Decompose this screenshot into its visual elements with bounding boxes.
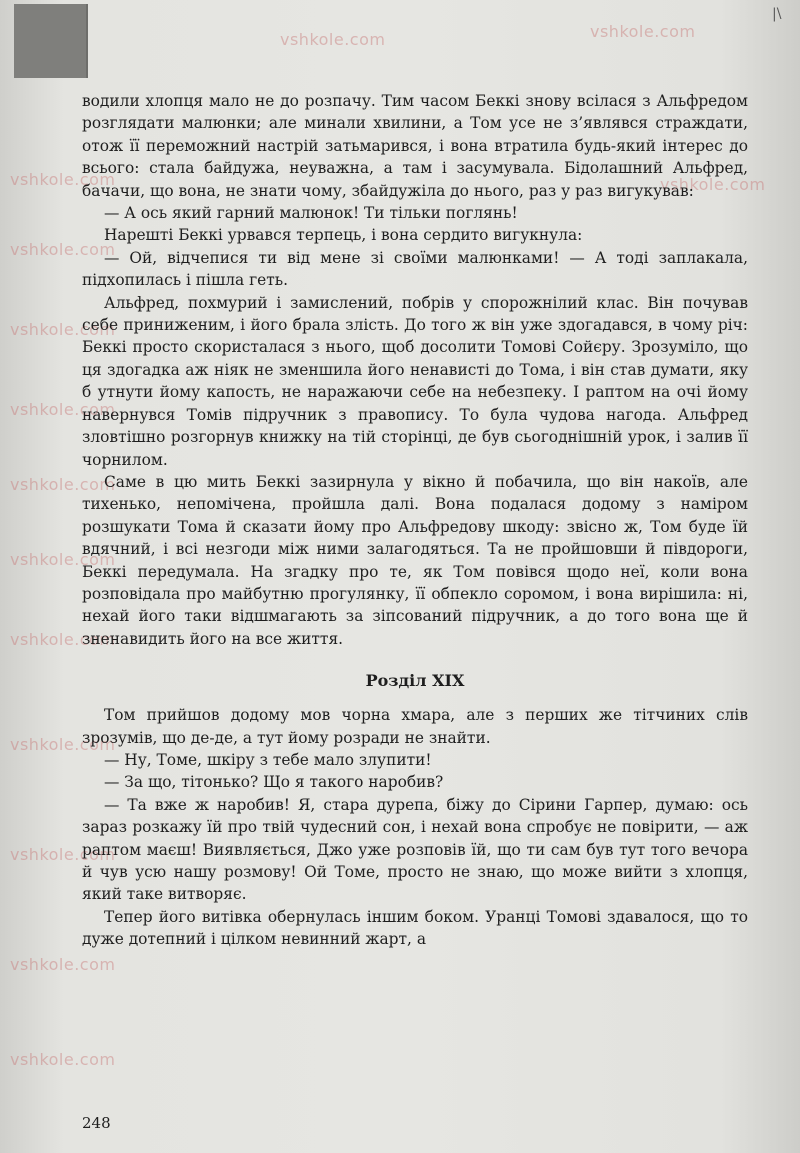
- watermark: vshkole.com: [10, 550, 116, 569]
- watermark: vshkole.com: [10, 735, 116, 754]
- watermark: vshkole.com: [10, 240, 116, 259]
- paragraph: Тепер його витівка обернулась іншим боком. Уранці Томові здавалося, що то дуже дотепний і цілком невинний жарт, а: [82, 907, 748, 949]
- paragraph: — Ой, відчепися ти від мене зі своїми малюнками! — А тоді заплакала, підхопилась і пішла геть.: [82, 248, 748, 290]
- paragraph: — За що, тітонько? Що я такого наробив?: [104, 773, 444, 792]
- paragraph: — Ну, Томе, шкіру з тебе мало злупити!: [104, 750, 432, 769]
- watermark: vshkole.com: [590, 22, 696, 41]
- paragraphs-after: [82, 704, 748, 950]
- page-text: [82, 90, 748, 951]
- watermark: vshkole.com: [280, 30, 386, 49]
- chapter-title: Розділ XIX: [365, 671, 465, 691]
- paragraph: Альфред, похмурий і замислений, побрів у спорожнілий клас. Він почував себе приниженим, і його брала злість. До того ж він уже здогадався, в чому річ: Беккі просто скористалася з нього, щоб досолити Томові Сойєру. Зрозуміло, що ця здогадка аж ніяк не зменшила його ненависті до Тома, і він став думати, яку б утнути йому капость, не наражаючи себе на небезпеку. І раптом на очі йому навернувся Томів підручник з правопису. То була чудова нагода. Альфред зловтішно розгорнув книжку на тій сторінці, де був сьогоднішній урок, і залив її чорнилом.: [82, 293, 748, 469]
- watermark: vshkole.com: [10, 320, 116, 339]
- corner-mark: |\: [772, 6, 782, 22]
- watermark: vshkole.com: [660, 175, 766, 194]
- paragraph: — А ось який гарний малюнок! Ти тільки поглянь!: [104, 204, 518, 223]
- watermark: vshkole.com: [10, 1050, 116, 1069]
- paragraphs-before: [82, 90, 748, 650]
- watermark: vshkole.com: [10, 475, 116, 494]
- paragraph: водили хлопця мало не до розпачу. Тим часом Беккі знову всілася з Альфредом розглядати малюнки; але минали хвилини, а Том усе не з’являвся страждати, отож її переможний настрій затьмарився, і вона втратила будь-який інтерес до всього: стала байдужа, неуважна, а там і засумувала. Бідолашний Альфред, бачачи, що вона, не знати чому, збайдужіла до нього, раз у раз вигукував:: [82, 92, 748, 200]
- paragraph: — Та вже ж наробив! Я, стара дурепа, біжу до Сірини Гарпер, думаю: ось зараз розкажу їй про твій чудесний сон, і нехай вона спробує не повірити, — аж раптом маєш! Виявляється, Джо уже розповів їй, що ти сам був тут того вечора й чув усю нашу розмову! Ой Томе, просто не знаю, що може вийти з хлопця, який таке витворяє.: [82, 795, 748, 904]
- watermark: vshkole.com: [10, 400, 116, 419]
- watermark: vshkole.com: [10, 170, 116, 189]
- watermark: vshkole.com: [10, 955, 116, 974]
- page-corner-tab: [14, 4, 88, 78]
- paragraph: Нарешті Беккі урвався терпець, і вона сердито вигукнула:: [104, 226, 583, 245]
- paragraph: Том прийшов додому мов чорна хмара, але з перших же тітчиних слів зрозумів, що де-де, а тут йому розради не знайти.: [82, 706, 748, 747]
- watermark: vshkole.com: [10, 845, 116, 864]
- paragraph: Саме в цю мить Беккі зазирнула у вікно й побачила, що він накоїв, але тихенько, непомічена, пройшла далі. Вона подалася додому з наміром розшукати Тома й сказати йому про Альфредову шкоду: звісно ж, Том буде їй вдячний, і всі незгоди між ними залагодяться. Та не пройшовши й півдороги, Беккі передумала. На згадку про те, як Том повівся щодо неї, коли вона розповідала про майбутню прогулянку, її обпекло соромом, і вона вирішила: ні, нехай його таки відшмагають за зіпсований підручник, а до того вона ще й зненавидить його на все життя.: [82, 472, 748, 648]
- watermark: vshkole.com: [10, 630, 116, 649]
- page-number: 248: [82, 1114, 111, 1132]
